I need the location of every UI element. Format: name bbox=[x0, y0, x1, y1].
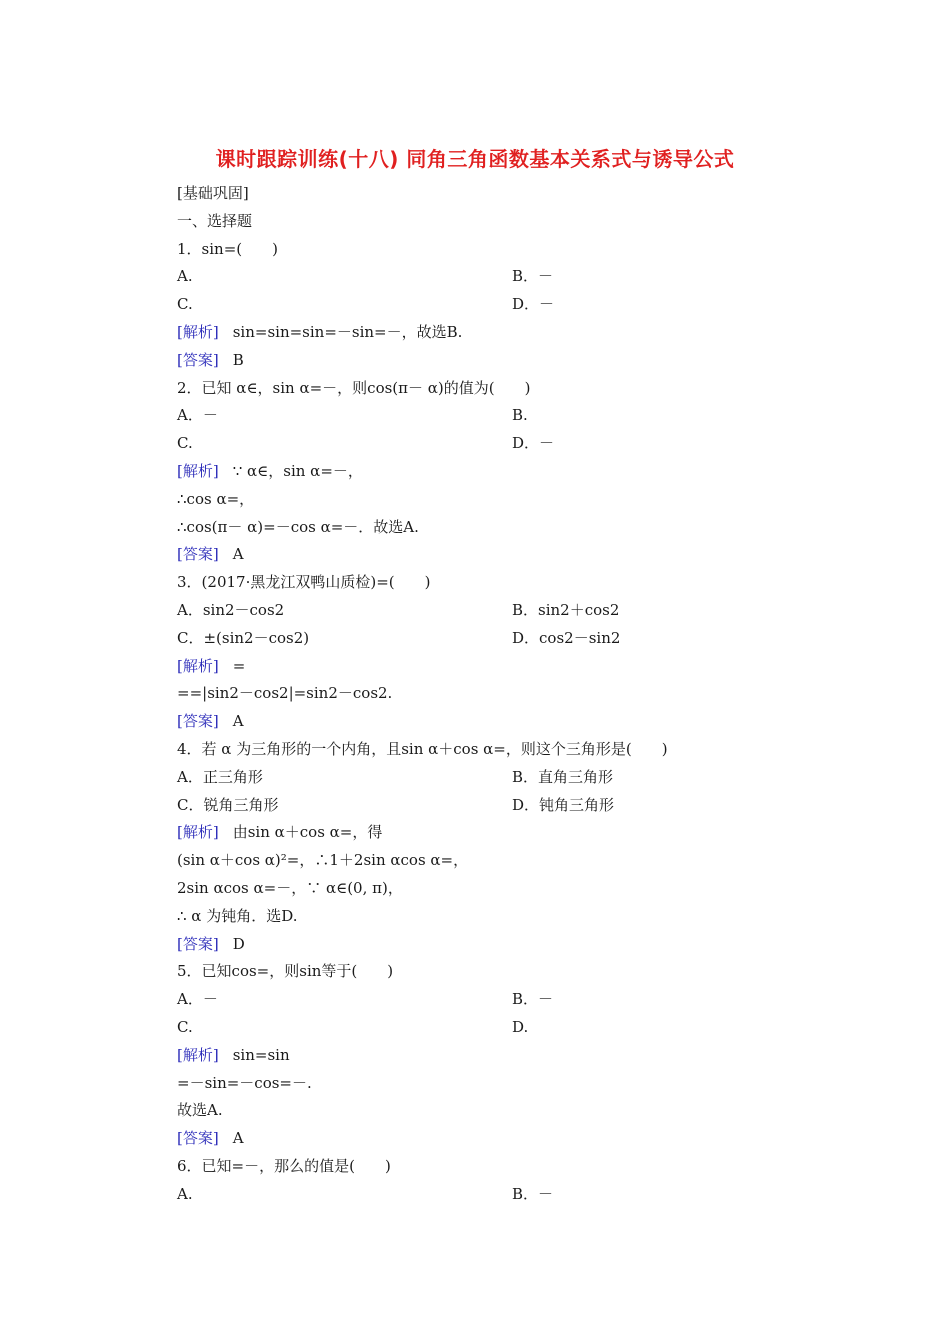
q4-option-c: C．锐角三角形 bbox=[177, 795, 279, 814]
q3-analysis-text: = bbox=[232, 656, 246, 675]
q4-analysis-line: (sin α＋cos α)²=，∴1＋2sin αcos α=， bbox=[177, 851, 469, 870]
q4-analysis-line: ∴ α 为钝角．选D. bbox=[177, 906, 298, 925]
q3-analysis-line: ==|sin2－cos2|=sin2－cos2. bbox=[177, 684, 393, 703]
section-heading: [基础巩固] bbox=[177, 184, 249, 202]
answer-tag: [答案] bbox=[177, 545, 219, 564]
q3-answer bbox=[177, 708, 777, 736]
question-3-stem: 3．(2017·黑龙江双鸭山质检)=( ) bbox=[177, 573, 431, 592]
question-1-stem: 1．sin=( ) bbox=[177, 239, 278, 258]
option-row bbox=[177, 792, 777, 820]
option-row bbox=[177, 430, 777, 458]
q5-analysis-line: =－sin=－cos=－. bbox=[177, 1073, 312, 1092]
answer-tag: [答案] bbox=[177, 1129, 219, 1148]
analysis-tag: [解析] bbox=[177, 656, 219, 675]
q1-answer bbox=[177, 347, 777, 375]
q5-option-b: B．－ bbox=[512, 990, 554, 1009]
q1-answer-text: B bbox=[232, 350, 244, 369]
q5-option-d: D. bbox=[512, 1017, 529, 1036]
q3-option-a: A．sin2－cos2 bbox=[177, 600, 285, 619]
question-6-stem: 6．已知=－，那么的值是( ) bbox=[177, 1156, 391, 1175]
q1-analysis-text: sin=sin=sin=－sin=－，故选B. bbox=[232, 322, 463, 341]
q1-option-a: A. bbox=[177, 267, 193, 286]
option-row bbox=[177, 1014, 777, 1042]
q2-analysis-line: ∴cos(π－ α)=－cos α=－．故选A. bbox=[177, 517, 419, 536]
q6-option-b: B．－ bbox=[512, 1184, 554, 1203]
q3-option-b: B．sin2＋cos2 bbox=[512, 600, 620, 619]
q3-answer-text: A bbox=[232, 712, 244, 731]
q3-analysis bbox=[177, 653, 777, 681]
option-row bbox=[177, 597, 777, 625]
option-row bbox=[177, 1181, 777, 1209]
q1-analysis bbox=[177, 319, 777, 347]
q1-option-d: D．－ bbox=[512, 295, 555, 314]
q2-option-b: B. bbox=[512, 406, 528, 425]
q4-answer-text: D bbox=[232, 934, 245, 953]
q2-analysis-line: ∴cos α=， bbox=[177, 489, 255, 508]
answer-tag: [答案] bbox=[177, 934, 219, 953]
analysis-tag: [解析] bbox=[177, 322, 219, 341]
question-4-stem: 4．若 α 为三角形的一个内角，且sin α＋cos α=，则这个三角形是( ) bbox=[177, 739, 668, 758]
q4-option-a: A．正三角形 bbox=[177, 767, 263, 786]
q3-option-c: C．±(sin2－cos2) bbox=[177, 628, 310, 647]
option-row bbox=[177, 291, 777, 319]
option-row bbox=[177, 764, 777, 792]
option-row bbox=[177, 263, 777, 291]
q5-answer-text: A bbox=[232, 1129, 244, 1148]
option-row bbox=[177, 625, 777, 653]
q2-analysis bbox=[177, 458, 777, 486]
q4-option-d: D．钝角三角形 bbox=[512, 795, 615, 814]
q5-option-a: A．－ bbox=[177, 990, 218, 1009]
q4-analysis-text: 由sin α＋cos α=，得 bbox=[232, 823, 383, 842]
q5-analysis bbox=[177, 1042, 777, 1070]
option-row bbox=[177, 986, 777, 1014]
q5-analysis-line: 故选A. bbox=[177, 1101, 223, 1120]
document-body bbox=[177, 180, 777, 1208]
answer-tag: [答案] bbox=[177, 350, 219, 369]
question-2-stem: 2．已知 α∈，sin α=－，则cos(π－ α)的值为( ) bbox=[177, 378, 531, 397]
q5-option-c: C. bbox=[177, 1017, 193, 1036]
q4-answer bbox=[177, 931, 777, 959]
q1-option-b: B．－ bbox=[512, 267, 554, 286]
q2-option-d: D．－ bbox=[512, 434, 555, 453]
analysis-tag: [解析] bbox=[177, 1045, 219, 1064]
q4-analysis bbox=[177, 819, 777, 847]
q6-option-a: A. bbox=[177, 1184, 193, 1203]
q4-option-b: B．直角三角形 bbox=[512, 767, 614, 786]
analysis-tag: [解析] bbox=[177, 823, 219, 842]
subsection-heading: 一、选择题 bbox=[177, 211, 253, 230]
q5-analysis-text: sin=sin bbox=[232, 1045, 290, 1064]
page-title: 课时跟踪训练(十八) 同角三角函数基本关系式与诱导公式 bbox=[215, 147, 735, 171]
analysis-tag: [解析] bbox=[177, 461, 219, 480]
q4-analysis-line: 2sin αcos α=－，∵ α∈(0, π)， bbox=[177, 878, 403, 897]
q2-analysis-text: ∵ α∈，sin α=－， bbox=[232, 461, 363, 480]
question-5-stem: 5．已知cos=，则sin等于( ) bbox=[177, 962, 394, 981]
q1-option-c: C. bbox=[177, 295, 193, 314]
option-row bbox=[177, 402, 777, 430]
q2-answer-text: A bbox=[232, 545, 244, 564]
q2-option-a: A．－ bbox=[177, 406, 218, 425]
q5-answer bbox=[177, 1125, 777, 1153]
answer-tag: [答案] bbox=[177, 712, 219, 731]
q3-option-d: D．cos2－sin2 bbox=[512, 628, 621, 647]
q2-answer bbox=[177, 541, 777, 569]
q2-option-c: C. bbox=[177, 434, 193, 453]
